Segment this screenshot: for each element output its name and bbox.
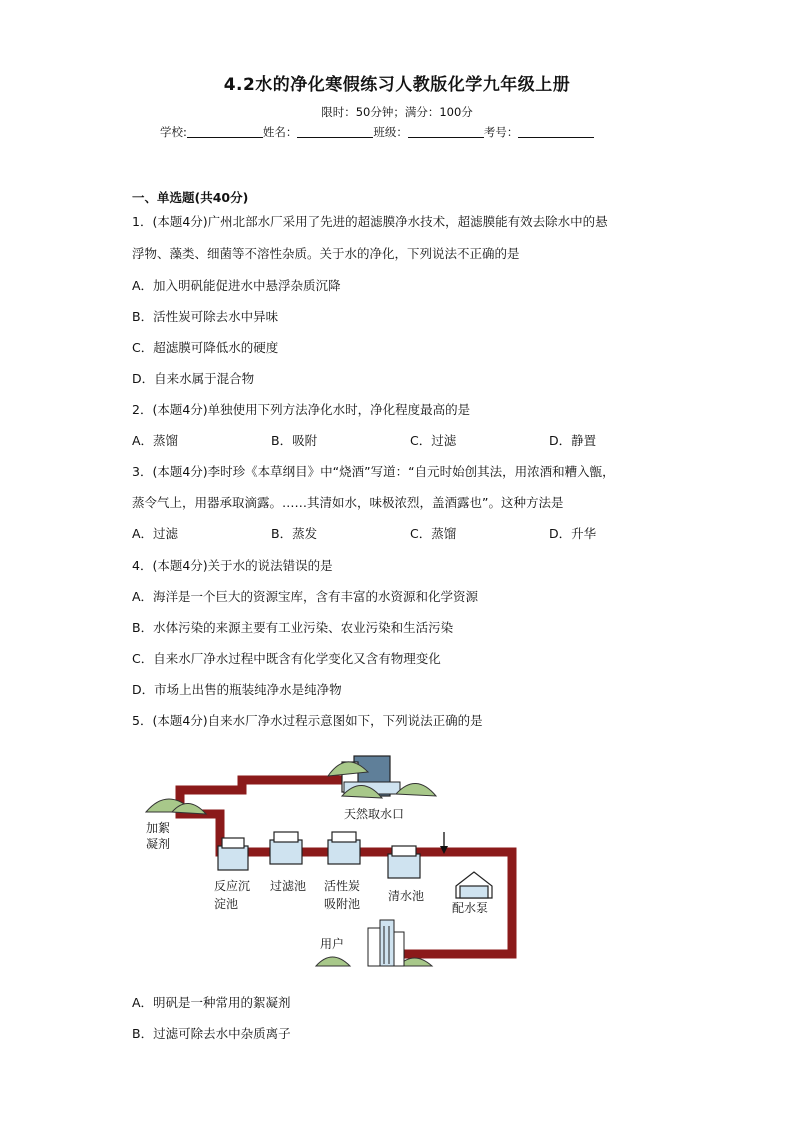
q5-option-a[interactable]: A．明矾是一种常用的絮凝剂 [132,995,291,1010]
carbon-tank-icon [328,832,360,864]
label-filter: 过滤池 [270,879,307,893]
q3-option-b[interactable]: B．蒸发 [271,526,318,541]
exam-no-label: 考号： [483,125,519,139]
label-reaction-1: 反应沉 [214,879,251,893]
label-carbon-1: 活性炭 [324,879,361,893]
label-reaction-2: 淀池 [214,897,239,911]
school-field[interactable] [187,125,263,138]
q3-option-d[interactable]: D．升华 [549,526,597,541]
q4-option-a[interactable]: A．海洋是一个巨大的资源宝库，含有丰富的水资源和化学资源 [132,589,479,604]
q3-option-a[interactable]: A．过滤 [132,526,179,541]
label-user: 用户 [320,937,345,951]
label-pump: 配水泵 [452,901,489,915]
q1-option-b[interactable]: B．活性炭可除去水中异味 [132,309,279,324]
q5-stem: 5．(本题4分)自来水厂净水过程示意图如下，下列说法正确的是 [132,713,483,728]
label-clear: 清水池 [388,889,425,903]
student-info-fields [160,124,594,140]
q2-option-b[interactable]: B．吸附 [271,433,318,448]
q5-option-b[interactable]: B．过滤可除去水中杂质离子 [132,1026,291,1041]
class-label: 班级： [373,125,408,139]
q3-stem-line2: 蒸令气上，用器承取滴露。……其清如水，味极浓烈，盖酒露也”。这种方法是 [132,495,564,510]
q3-stem-line1: 3．(本题4分)李时珍《本草纲目》中“烧酒”写道：“自元时始创其法，用浓酒和糟入甑， [132,464,615,479]
building-icon [368,920,404,966]
label-carbon-2: 吸附池 [324,897,361,911]
label-source: 天然取水口 [344,807,405,821]
q4-option-c[interactable]: C．自来水厂净水过程中既含有化学变化又含有物理变化 [132,651,441,666]
school-label: 学校: [160,125,187,139]
q4-option-b[interactable]: B．水体污染的来源主要有工业污染、农业污染和生活污染 [132,620,454,635]
q4-stem: 4．(本题4分)关于水的说法错误的是 [132,558,333,573]
page-title: 4.2水的净化寒假练习人教版化学九年级上册 [223,75,571,95]
label-flocculant-2: 凝剂 [146,837,171,851]
q3-option-c[interactable]: C．蒸馏 [410,526,457,541]
q2-stem: 2．(本题4分)单独使用下列方法净化水时，净化程度最高的是 [132,402,471,417]
bush-icon [316,957,350,966]
filter-tank-icon [270,832,302,864]
q2-option-c[interactable]: C．过滤 [410,433,457,448]
q1-option-a[interactable]: A．加入明矾能促进水中悬浮杂质沉降 [132,278,341,293]
q1-stem-line1: 1．(本题4分)广州北部水厂采用了先进的超滤膜净水技术，超滤膜能有效去除水中的悬 [132,214,608,229]
exam-no-field[interactable] [518,125,594,138]
pump-house-icon [456,872,492,898]
clear-tank-icon [388,846,420,878]
name-field[interactable] [297,125,373,138]
time-score-info: 限时：50分钟；满分：100分 [321,105,473,119]
label-flocculant-1: 加絮 [146,821,171,835]
q2-option-a[interactable]: A．蒸馏 [132,433,179,448]
bush-icon [396,783,436,796]
q1-option-c[interactable]: C．超滤膜可降低水的硬度 [132,340,279,355]
water-treatment-diagram [132,742,532,974]
q1-stem-line2: 浮物、藻类、细菌等不溶性杂质。关于水的净化，下列说法不正确的是 [132,246,520,261]
section-title: 一、单选题(共40分) [132,190,249,205]
reaction-tank-icon [218,838,248,870]
q1-option-d[interactable]: D．自来水属于混合物 [132,371,255,386]
q2-option-d[interactable]: D．静置 [549,433,597,448]
q4-option-d[interactable]: D．市场上出售的瓶装纯净水是纯净物 [132,682,342,697]
class-field[interactable] [408,125,484,138]
name-label: 姓名： [262,125,298,139]
